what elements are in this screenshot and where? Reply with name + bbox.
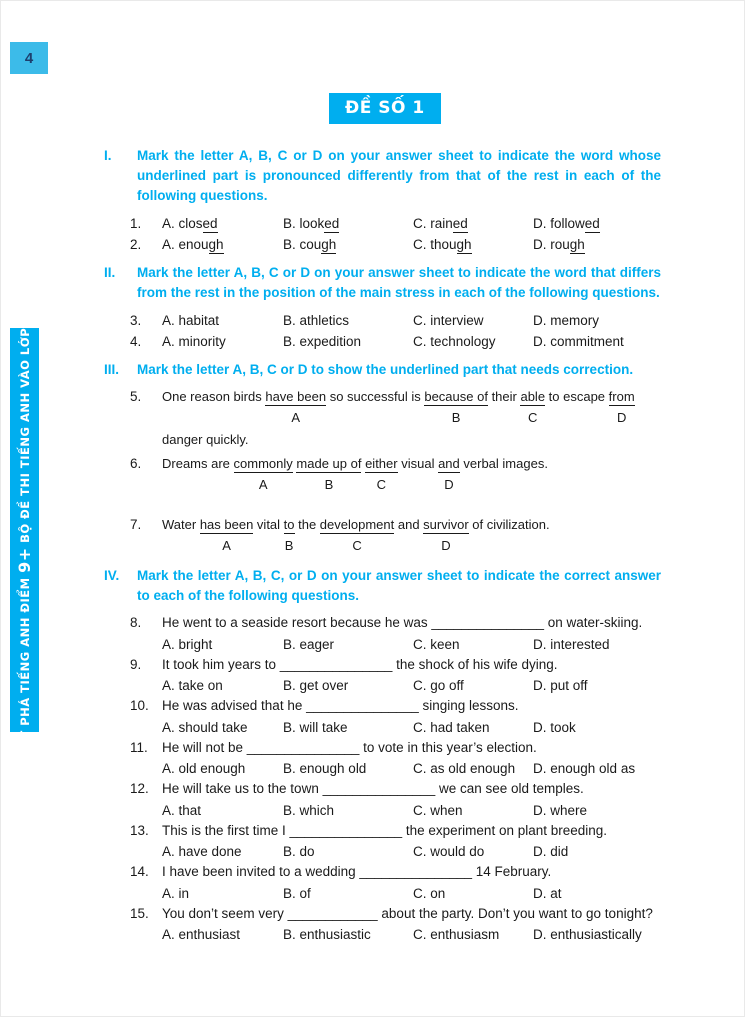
question-row bbox=[104, 613, 661, 634]
underlined-segment bbox=[423, 517, 469, 553]
question-row bbox=[104, 387, 661, 454]
options-row bbox=[104, 717, 661, 738]
option-b: B. enough old bbox=[283, 761, 367, 776]
test-title: ĐỀ SỐ 1 bbox=[345, 98, 425, 118]
options-row bbox=[104, 675, 661, 696]
option-c: C. when bbox=[413, 802, 463, 818]
sentence-text: of civilization. bbox=[468, 517, 550, 532]
sentence-continuation: danger quickly. bbox=[162, 432, 249, 447]
underlined-part: ed bbox=[584, 216, 600, 231]
question-row bbox=[104, 862, 661, 883]
underlined-segment bbox=[365, 456, 398, 492]
option-b: B. enthusiastic bbox=[283, 927, 371, 942]
option-d: D. where bbox=[533, 802, 588, 818]
section-iii bbox=[104, 360, 661, 558]
sentence-text: to escape bbox=[545, 389, 609, 404]
sidebar-text-segment: BỘ ĐỀ THI TIẾNG ANH VÀO LỚP bbox=[18, 323, 32, 548]
section-instruction: Mark the letter A, B, C or D to show the underlined part that needs correction. bbox=[137, 362, 634, 377]
option-c: C. had taken bbox=[413, 719, 490, 735]
underlined-segment bbox=[199, 517, 254, 553]
option-c: C. as old enough bbox=[413, 761, 516, 776]
options-row bbox=[104, 841, 661, 862]
question-text: He will take us to the town _______________ we can see old temples. bbox=[162, 781, 584, 796]
underlined-part: from bbox=[608, 389, 635, 404]
option-text: B. cou bbox=[283, 237, 322, 252]
section-instruction: Mark the letter A, B, C or D on your answer sheet to indicate the word that differs from the rest in the position of the main stress in each of the following questions. bbox=[137, 265, 661, 300]
correction-letter: B bbox=[324, 477, 334, 492]
option-b: B. eager bbox=[283, 636, 335, 652]
underlined-part: gh bbox=[569, 237, 585, 252]
option-a: A. should take bbox=[162, 719, 248, 735]
sidebar-text-segment: 10 bbox=[15, 300, 34, 324]
question-row bbox=[104, 904, 661, 925]
option-b: B. expedition bbox=[283, 334, 362, 349]
underlined-part: because of bbox=[424, 389, 488, 404]
underlined-part: made up of bbox=[296, 456, 362, 471]
option-text: B. look bbox=[283, 216, 325, 231]
underlined-part: and bbox=[438, 456, 460, 471]
option-d: D. commitment bbox=[533, 334, 624, 349]
underlined-segment bbox=[438, 456, 460, 492]
option-d: D. at bbox=[533, 885, 562, 901]
question-number: 1. bbox=[130, 216, 142, 231]
page-number: 4 bbox=[10, 42, 48, 74]
section-ii bbox=[104, 263, 661, 352]
question-text: It took him years to _______________ the shock of his wife dying. bbox=[162, 656, 558, 672]
correction-letter: A bbox=[258, 477, 268, 492]
option-b bbox=[283, 234, 413, 255]
option-d: D. put off bbox=[533, 678, 588, 693]
option-a: A. have done bbox=[162, 844, 242, 859]
option-a: A. old enough bbox=[162, 761, 246, 776]
option-c bbox=[413, 213, 533, 234]
underlined-part: commonly bbox=[233, 456, 293, 471]
option-b: B. which bbox=[283, 802, 335, 818]
question-row bbox=[104, 696, 661, 717]
option-text: D. follow bbox=[533, 216, 585, 231]
underlined-segment bbox=[265, 389, 327, 425]
sidebar-vertical-text bbox=[15, 300, 34, 759]
option-a: A. take on bbox=[162, 678, 223, 693]
underlined-segment bbox=[520, 389, 546, 425]
correction-letter: B bbox=[284, 538, 294, 553]
section-heading bbox=[104, 566, 661, 606]
underlined-segment bbox=[296, 456, 362, 492]
sentence-text: vital bbox=[253, 517, 284, 532]
question-number: 8. bbox=[130, 615, 142, 630]
correction-letter: A bbox=[291, 410, 301, 425]
underlined-part: ed bbox=[202, 216, 218, 231]
underlined-part: either bbox=[365, 456, 398, 471]
question-text: He was advised that he _______________ singing lessons. bbox=[162, 698, 519, 713]
option-text: A. clos bbox=[162, 216, 203, 231]
sentence-text: and bbox=[394, 517, 424, 532]
options-row bbox=[104, 924, 661, 945]
underlined-part: development bbox=[319, 517, 395, 532]
test-title-banner bbox=[329, 93, 441, 124]
question-text: He will not be _______________ to vote in this year’s election. bbox=[162, 739, 537, 755]
question-text: This is the first time I _______________ the experiment on plant breeding. bbox=[162, 822, 608, 838]
option-b bbox=[283, 213, 413, 234]
question-row bbox=[104, 454, 661, 497]
correction-sentence bbox=[162, 387, 661, 454]
option-c: C. go off bbox=[413, 678, 464, 693]
option-b: B. get over bbox=[283, 678, 349, 693]
correction-letter: D bbox=[616, 410, 627, 425]
options-row bbox=[104, 634, 661, 655]
option-text: C. rain bbox=[413, 216, 453, 231]
sentence-text: One reason birds bbox=[162, 389, 266, 404]
sidebar-text-segment: ĐỘT PHÁ TIẾNG ANH ĐIỂM bbox=[18, 573, 32, 760]
correction-letter: C bbox=[352, 538, 362, 553]
option-c: C. technology bbox=[413, 334, 496, 349]
underlined-part: ed bbox=[452, 216, 468, 231]
section-numeral: III. bbox=[104, 362, 120, 377]
underlined-part: has been bbox=[199, 517, 254, 532]
correction-letter: A bbox=[222, 538, 231, 553]
underlined-segment bbox=[608, 389, 635, 425]
section-heading bbox=[104, 263, 661, 303]
question-row bbox=[104, 310, 661, 331]
sidebar-text-segment: 9+ bbox=[15, 547, 34, 574]
underlined-segment bbox=[283, 517, 295, 553]
sentence-text: so successful is bbox=[326, 389, 425, 404]
question-number: 12. bbox=[130, 781, 149, 796]
sentence-text: the bbox=[294, 517, 320, 532]
section-instruction: Mark the letter A, B, C, or D on your answer sheet to indicate the correct answer to each of the following questions. bbox=[137, 568, 661, 603]
section-instruction: Mark the letter A, B, C or D on your answer sheet to indicate the word whose underlined part is pronounced differently from that of the rest in each of the following questions. bbox=[137, 148, 661, 203]
option-b: B. of bbox=[283, 885, 311, 901]
question-number: 7. bbox=[130, 517, 142, 532]
underlined-segment bbox=[233, 456, 293, 492]
question-row bbox=[104, 779, 661, 800]
sentence-text: Water bbox=[162, 517, 200, 532]
option-b: B. athletics bbox=[283, 313, 350, 328]
option-a: A. in bbox=[162, 885, 190, 901]
option-d: D. enthusiastically bbox=[533, 927, 642, 942]
question-text: I have been invited to a wedding _______________ 14 February. bbox=[162, 864, 552, 879]
option-c: C. interview bbox=[413, 313, 484, 328]
question-text: You don’t seem very ____________ about the party. Don’t you want to go tonight? bbox=[162, 905, 653, 921]
underlined-part: to bbox=[283, 517, 295, 532]
section-i bbox=[104, 146, 661, 255]
underlined-part: have been bbox=[265, 389, 327, 404]
options-row bbox=[104, 758, 661, 779]
question-number: 9. bbox=[130, 656, 142, 672]
option-c: C. keen bbox=[413, 636, 460, 652]
option-b: B. will take bbox=[283, 719, 348, 735]
options-row bbox=[104, 883, 661, 904]
option-c: C. on bbox=[413, 885, 446, 901]
correction-letter: D bbox=[444, 477, 454, 492]
option-d: D. interested bbox=[533, 636, 610, 652]
option-d: D. did bbox=[533, 844, 569, 859]
section-heading bbox=[104, 146, 661, 206]
option-b: B. do bbox=[283, 844, 315, 859]
question-row bbox=[104, 213, 661, 234]
question-row bbox=[104, 738, 661, 759]
option-a bbox=[162, 213, 283, 234]
question-number: 2. bbox=[130, 237, 142, 252]
option-d: D. took bbox=[533, 719, 576, 735]
question-number: 14. bbox=[130, 864, 149, 879]
sentence-text: their bbox=[487, 389, 521, 404]
correction-sentence bbox=[162, 454, 661, 497]
question-number: 5. bbox=[130, 389, 142, 404]
section-iv bbox=[104, 566, 661, 945]
underlined-segment bbox=[319, 517, 395, 553]
option-c: C. enthusiasm bbox=[413, 927, 500, 942]
underlined-part: gh bbox=[321, 237, 337, 252]
options-row bbox=[104, 800, 661, 821]
main-content bbox=[104, 146, 661, 953]
section-numeral: I. bbox=[104, 148, 112, 163]
option-d bbox=[533, 234, 661, 255]
option-a: A. enthusiast bbox=[162, 927, 241, 942]
question-number: 11. bbox=[130, 739, 148, 755]
option-a: A. bright bbox=[162, 636, 213, 652]
question-row bbox=[104, 655, 661, 676]
correction-letter: C bbox=[376, 477, 387, 492]
option-d bbox=[533, 213, 661, 234]
section-heading bbox=[104, 360, 661, 380]
sentence-text: visual bbox=[397, 456, 439, 471]
underlined-part: gh bbox=[208, 237, 224, 252]
option-c: C. would do bbox=[413, 844, 485, 859]
question-row bbox=[104, 234, 661, 255]
sentence-text: verbal images. bbox=[459, 456, 548, 471]
underlined-part: able bbox=[520, 389, 546, 404]
question-number: 13. bbox=[130, 822, 149, 838]
option-c bbox=[413, 234, 533, 255]
underlined-segment bbox=[424, 389, 488, 425]
question-number: 10. bbox=[130, 698, 149, 713]
underlined-part: survivor bbox=[423, 517, 469, 532]
question-text: He went to a seaside resort because he was _______________ on water-skiing. bbox=[162, 615, 643, 630]
sentence-text: Dreams are bbox=[162, 456, 234, 471]
question-row bbox=[104, 821, 661, 842]
option-text: C. thou bbox=[413, 237, 457, 252]
correction-sentence bbox=[162, 515, 661, 558]
sidebar-banner bbox=[10, 300, 39, 760]
section-numeral: II. bbox=[104, 265, 116, 280]
question-number: 15. bbox=[130, 905, 149, 921]
question-number: 3. bbox=[130, 313, 142, 328]
correction-letter: D bbox=[441, 538, 451, 553]
option-a: A. minority bbox=[162, 334, 226, 349]
underlined-part: ed bbox=[324, 216, 340, 231]
option-a bbox=[162, 234, 283, 255]
underlined-part: gh bbox=[456, 237, 472, 252]
option-text: D. rou bbox=[533, 237, 570, 252]
question-number: 4. bbox=[130, 334, 142, 349]
section-numeral: IV. bbox=[104, 568, 120, 583]
correction-letter: B bbox=[451, 410, 461, 425]
question-row bbox=[104, 515, 661, 558]
option-d: D. memory bbox=[533, 313, 600, 328]
correction-letter: C bbox=[528, 410, 538, 425]
option-text: A. enou bbox=[162, 237, 209, 252]
option-d: D. enough old as bbox=[533, 761, 636, 776]
question-number: 6. bbox=[130, 456, 142, 471]
question-row bbox=[104, 331, 661, 352]
option-a: A. that bbox=[162, 802, 202, 818]
option-a: A. habitat bbox=[162, 313, 220, 328]
